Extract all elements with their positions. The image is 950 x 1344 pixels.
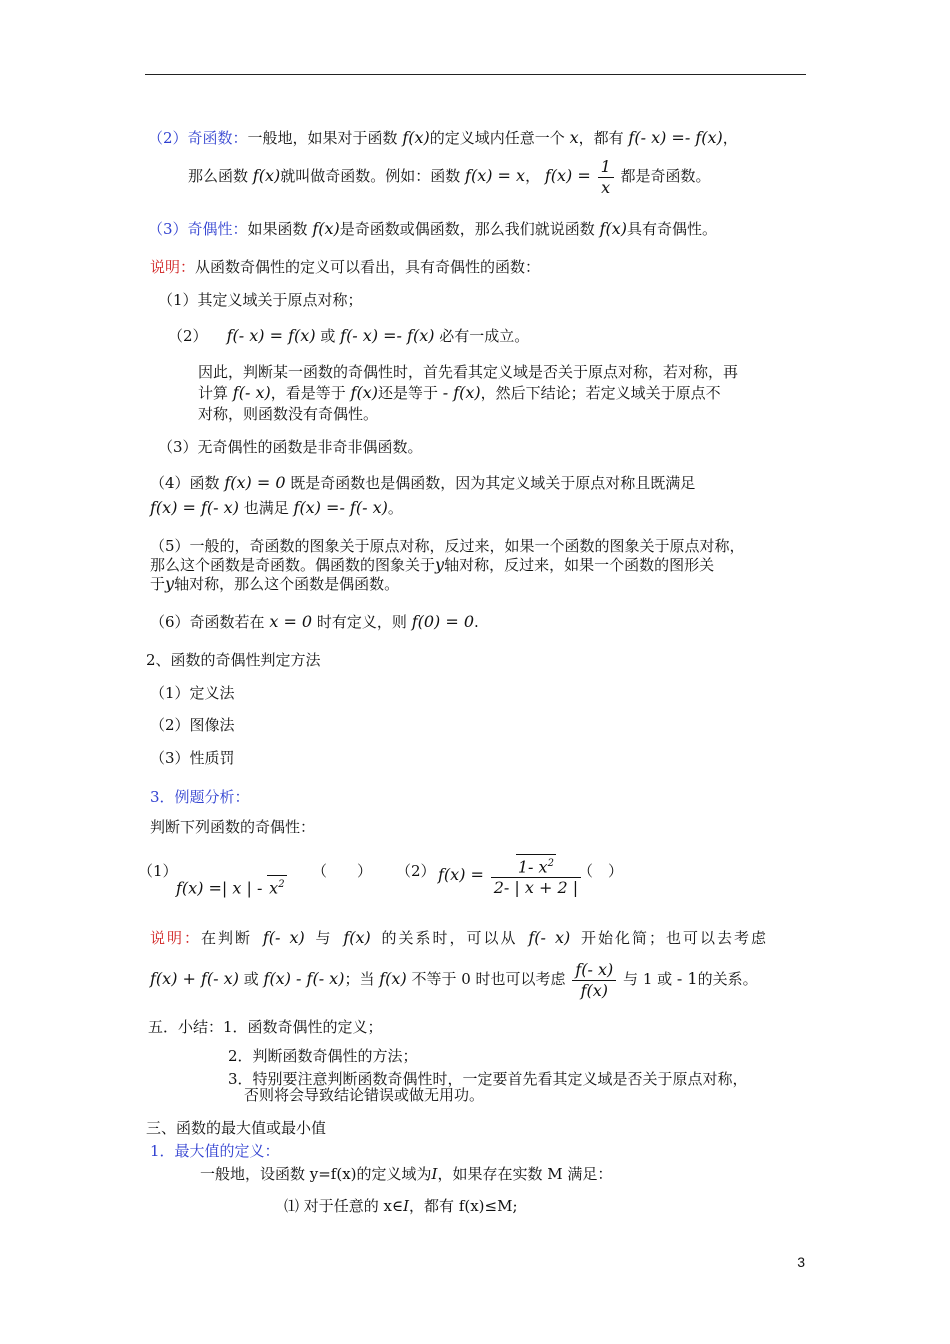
max-section-title: 三、函数的最大值或最小值 xyxy=(146,1119,327,1137)
max-definition-line-1: 一般地，设函数 y=f(x)的定义域为I，如果存在实数 M 满足： xyxy=(200,1165,613,1183)
parity-definition: （3）奇偶性：如果函数 f(x)是奇函数或偶函数，那么我们就说函数 f(x)具有奇偶性。 xyxy=(148,219,718,238)
ratio-fraction: $\frac{f(- x)}{f(x)}$ xyxy=(572,960,616,1001)
answer-blank-2: （ ） xyxy=(578,862,624,880)
method-3: （3）性质罚 xyxy=(150,749,235,767)
note-label: 说明： xyxy=(150,258,196,276)
example-1-number: （1） xyxy=(138,862,178,880)
note-1: 说明：从函数奇偶性的定义可以看出，具有奇偶性的函数： xyxy=(150,258,541,276)
method-1: （1）定义法 xyxy=(150,684,235,702)
example-2-fraction: $\frac{1- x^2}{2- | x + 2 |}$ xyxy=(491,854,581,898)
note-2-line-2: f(x) + f(- x) 或 f(x) - f(- x)；当 f(x) 不等于 0 时也可以考虑 $\frac{f(- x)}{f(x)}$ 与 1 或 - 1的关系。 xyxy=(150,959,758,1000)
property-item-4-line-1: （4）函数 f(x) = 0 既是奇函数也是偶函数，因为其定义域关于原点对称且既满足 xyxy=(150,473,696,492)
example-2-number: （2） xyxy=(396,862,436,880)
header-rule xyxy=(145,74,806,75)
property-item-4-line-2: f(x) = f(- x) 也满足 f(x) =- f(- x)。 xyxy=(150,498,403,517)
reciprocal-fraction: $\frac{1}{x}$ xyxy=(598,157,614,198)
paragraph-line-2: 计算 f(- x)，看是等于 f(x)还是等于 - f(x)，然后下结论；若定义域关于原点不 xyxy=(198,383,721,402)
parity-label: （3）奇偶性： xyxy=(148,220,248,238)
paragraph-line-3: 对称，则函数没有奇偶性。 xyxy=(198,405,379,423)
section-2-title: 2、函数的奇偶性判定方法 xyxy=(146,651,321,669)
property-item-6: （6）奇函数若在 x = 0 时有定义，则 f(0) = 0. xyxy=(150,612,479,631)
summary-line-4: 否则将会导致结论错误或做无用功。 xyxy=(244,1086,485,1104)
summary-line-3: 3．特别要注意判断函数奇偶性时，一定要首先看其定义域是否关于原点对称， xyxy=(228,1070,748,1088)
odd-function-label: （2）奇函数： xyxy=(148,129,248,147)
property-item-3: （3）无奇偶性的函数是非奇非偶函数。 xyxy=(158,438,423,456)
example-prompt: 判断下列函数的奇偶性： xyxy=(150,818,316,836)
property-item-5-line-2: 那么这个函数是奇函数。偶函数的图象关于y轴对称，反过来，如果一个函数的图形关 xyxy=(150,555,715,574)
summary-line-2: 2．判断函数奇偶性的方法； xyxy=(228,1047,418,1065)
property-item-1: （1）其定义域关于原点对称； xyxy=(158,291,363,309)
summary-line-1: 五．小结：1．函数奇偶性的定义； xyxy=(148,1018,383,1036)
max-definition-line-2: ⑴ 对于任意的 x∈I，都有 f(x)≤M; xyxy=(284,1197,518,1215)
page-number: 3 xyxy=(797,1254,805,1270)
odd-function-line-2: 那么函数 f(x)就叫做奇函数。例如：函数 f(x) = x， f(x) = $\frac{1}{x}$ 都是奇函数。 xyxy=(188,156,711,197)
note-2-label: 说明： xyxy=(150,929,202,947)
example-1-formula: f(x) =| x | - $x^2$ xyxy=(176,875,287,898)
answer-blank-1: （ ） xyxy=(312,862,373,880)
sqrt-sign: $x^2$ xyxy=(267,875,286,897)
property-item-2: （2） f(- x) = f(x) 或 f(- x) =- f(x) 必有一成立。 xyxy=(168,326,530,345)
example-2-formula: f(x) = $\frac{1- x^2}{2- | x + 2 |}$ xyxy=(438,854,583,898)
property-item-5-line-3: 于y轴对称，那么这个函数是偶函数。 xyxy=(150,574,400,593)
paragraph-line-1: 因此，判断某一函数的奇偶性时，首先看其定义域是否关于原点对称，若对称，再 xyxy=(198,363,739,381)
odd-function-line-1: （2）奇函数：一般地，如果对于函数 f(x)的定义域内任意一个 x，都有 f(- x) =- f(x)， xyxy=(148,128,738,147)
max-definition-subtitle: 1．最大值的定义： xyxy=(150,1142,280,1160)
odd-condition-formula: f(- x) =- f(x) xyxy=(628,128,723,147)
property-item-5-line-1: （5）一般的，奇函数的图象关于原点对称，反过来，如果一个函数的图象关于原点对称， xyxy=(150,537,745,555)
note-2-line-1: 说明：在判断 f(- x) 与 f(x) 的关系时，可以从 f(- x) 开始化简；也可以去考虑 xyxy=(150,928,769,947)
section-3-title: 3．例题分析： xyxy=(150,788,250,806)
method-2: （2）图像法 xyxy=(150,716,235,734)
